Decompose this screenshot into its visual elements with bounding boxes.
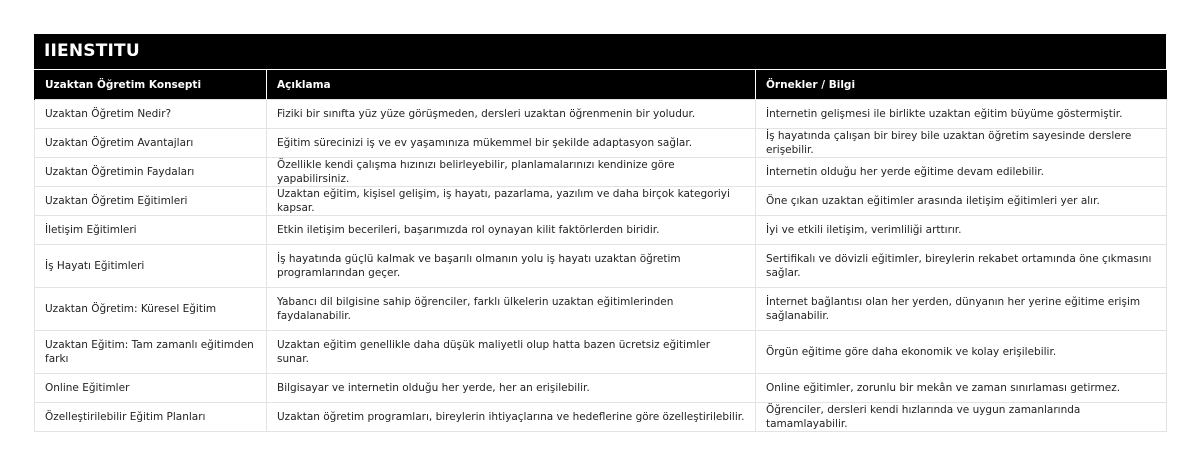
cell-description: Uzaktan eğitim, kişisel gelişim, iş hayatı, pazarlama, yazılım ve daha birçok kategoriyi kapsar. — [267, 187, 756, 216]
cell-concept: Uzaktan Öğretimin Faydaları — [35, 158, 267, 187]
column-header-description: Açıklama — [267, 70, 756, 100]
table-row — [35, 216, 1167, 245]
cell-description: Uzaktan öğretim programları, bireylerin ihtiyaçlarına ve hedeflerine göre özelleştirilebilir. — [267, 403, 756, 432]
cell-description: Eğitim sürecinizi iş ve ev yaşamınıza mükemmel bir şekilde adaptasyon sağlar. — [267, 129, 756, 158]
table-row — [35, 331, 1167, 374]
cell-description: Bilgisayar ve internetin olduğu her yerde, her an erişilebilir. — [267, 374, 756, 403]
column-header-concept: Uzaktan Öğretim Konsepti — [35, 70, 267, 100]
cell-examples: İnternet bağlantısı olan her yerden, dünyanın her yerine eğitime erişim sağlanabilir. — [756, 288, 1167, 331]
cell-examples: Öğrenciler, dersleri kendi hızlarında ve uygun zamanlarında tamamlayabilir. — [756, 403, 1167, 432]
cell-description: Özellikle kendi çalışma hızınızı belirleyebilir, planlamalarınızı kendinize göre yapabilirsiniz. — [267, 158, 756, 187]
cell-concept: Uzaktan Öğretim: Küresel Eğitim — [35, 288, 267, 331]
cell-concept: Uzaktan Öğretim Nedir? — [35, 100, 267, 129]
table-row — [35, 187, 1167, 216]
cell-examples: İş hayatında çalışan bir birey bile uzaktan öğretim sayesinde derslere erişebilir. — [756, 129, 1167, 158]
cell-examples: İnternetin gelişmesi ile birlikte uzaktan eğitim büyüme göstermiştir. — [756, 100, 1167, 129]
cell-description: Uzaktan eğitim genellikle daha düşük maliyetli olup hatta bazen ücretsiz eğitimler sunar. — [267, 331, 756, 374]
cell-examples: Öne çıkan uzaktan eğitimler arasında iletişim eğitimleri yer alır. — [756, 187, 1167, 216]
cell-examples: İyi ve etkili iletişim, verimliliği arttırır. — [756, 216, 1167, 245]
table-row — [35, 245, 1167, 288]
cell-concept: Özelleştirilebilir Eğitim Planları — [35, 403, 267, 432]
cell-examples: Sertifikalı ve dövizli eğitimler, bireylerin rekabet ortamında öne çıkmasını sağlar. — [756, 245, 1167, 288]
table-row — [35, 374, 1167, 403]
cell-examples: Online eğitimler, zorunlu bir mekân ve zaman sınırlaması getirmez. — [756, 374, 1167, 403]
table-row — [35, 403, 1167, 432]
table-row — [35, 129, 1167, 158]
cell-concept: Uzaktan Öğretim Avantajları — [35, 129, 267, 158]
cell-concept: Uzaktan Öğretim Eğitimleri — [35, 187, 267, 216]
cell-concept: İletişim Eğitimleri — [35, 216, 267, 245]
brand-title: IIENSTITU — [34, 34, 1166, 69]
cell-description: Etkin iletişim becerileri, başarımızda rol oynayan kilit faktörlerden biridir. — [267, 216, 756, 245]
table-row — [35, 158, 1167, 187]
cell-description: Yabancı dil bilgisine sahip öğrenciler, farklı ülkelerin uzaktan eğitimlerinden faydalanabilir. — [267, 288, 756, 331]
table-header — [35, 70, 1167, 100]
cell-concept: İş Hayatı Eğitimleri — [35, 245, 267, 288]
cell-description: Fiziki bir sınıfta yüz yüze görüşmeden, dersleri uzaktan öğrenmenin bir yoludur. — [267, 100, 756, 129]
cell-description: İş hayatında güçlü kalmak ve başarılı olmanın yolu iş hayatı uzaktan öğretim programlarından geçer. — [267, 245, 756, 288]
content-wrapper — [34, 34, 1166, 432]
cell-examples: İnternetin olduğu her yerde eğitime devam edilebilir. — [756, 158, 1167, 187]
cell-examples: Örgün eğitime göre daha ekonomik ve kolay erişilebilir. — [756, 331, 1167, 374]
cell-concept: Uzaktan Eğitim: Tam zamanlı eğitimden farkı — [35, 331, 267, 374]
column-header-examples: Örnekler / Bilgi — [756, 70, 1167, 100]
table-row — [35, 100, 1167, 129]
cell-concept: Online Eğitimler — [35, 374, 267, 403]
info-table — [34, 69, 1167, 432]
table-row — [35, 288, 1167, 331]
table-body — [35, 100, 1167, 432]
